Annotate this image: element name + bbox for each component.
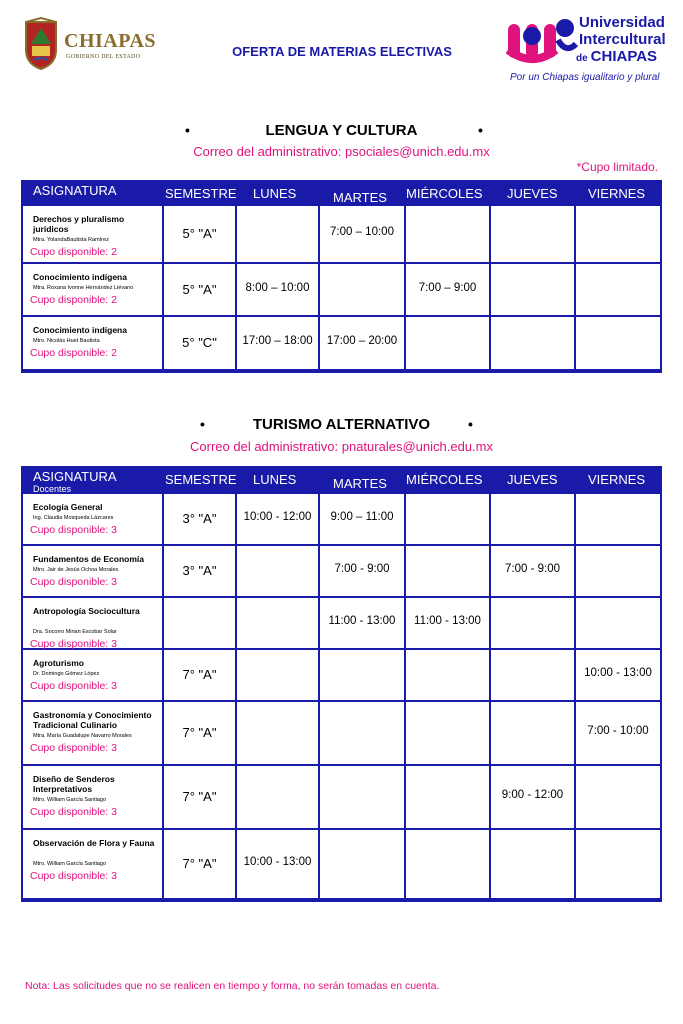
schedule-time: 7:00 – 9:00: [418, 281, 477, 294]
jueves-cell: [491, 264, 574, 315]
chiapas-shield-icon: [22, 16, 60, 70]
schedule-time: 17:00 – 20:00: [326, 335, 398, 347]
martes-cell: [320, 650, 404, 700]
miercoles-cell: [406, 830, 489, 898]
subject-cell: [23, 494, 162, 544]
chiapas-logo-text: CHIAPAS: [64, 30, 157, 52]
teacher-name: Mtra. María Guadalupe Navarro Morales: [33, 733, 132, 739]
unich-line2: Intercultural: [579, 31, 666, 48]
semester-cell: [164, 830, 235, 898]
chiapas-logo-subtext: GOBIERNO DEL ESTADO: [66, 54, 141, 60]
cupo-limitado-note: *Cupo limitado.: [576, 160, 658, 174]
column-header: MARTES: [333, 476, 387, 491]
section2-email: Correo del administrativo: pnaturales@unich.edu.mx: [190, 439, 493, 454]
lunes-cell: [237, 766, 318, 828]
semester-cell: [164, 598, 235, 648]
availability-label: Cupo disponible: 3: [30, 742, 117, 754]
semester-cell: [164, 264, 235, 315]
semester-cell: [164, 766, 235, 828]
semester-value: 7° "A": [182, 856, 217, 871]
column-header: LUNES: [253, 186, 297, 201]
subject-name: Fundamentos de Economía: [33, 554, 144, 564]
miercoles-cell: [406, 546, 489, 596]
column-header: VIERNES: [588, 186, 646, 201]
column-header: JUEVES: [507, 186, 558, 201]
teacher-name: Mtro. William García Santiago: [33, 861, 107, 867]
subject-name: Gastronomía y Conocimiento Tradicional Culinario: [33, 710, 152, 730]
subject-cell: [23, 317, 162, 369]
miercoles-cell: [406, 598, 489, 648]
section1-title: LENGUA Y CULTURA: [265, 122, 418, 139]
unich-line3-text: CHIAPAS: [590, 48, 658, 65]
subject-name: Conocimiento indígena: [33, 272, 127, 282]
unich-line3: [576, 48, 657, 65]
viernes-cell: [576, 317, 660, 369]
availability-label: Cupo disponible: 3: [30, 870, 117, 882]
jueves-cell: [491, 598, 574, 648]
availability-label: Cupo disponible: 2: [30, 347, 117, 359]
subject-name: Conocimiento indígena: [33, 325, 127, 335]
viernes-cell: [576, 766, 660, 828]
jueves-cell: [491, 494, 574, 544]
subject-name: Observación de Flora y Fauna: [33, 838, 155, 848]
viernes-cell: [576, 546, 660, 596]
teacher-name: Mtra. Roxana Ivonne Hernández Liévano: [33, 285, 134, 291]
martes-cell: [320, 766, 404, 828]
martes-cell: [320, 598, 404, 648]
viernes-cell: [576, 650, 660, 700]
viernes-cell: [576, 494, 660, 544]
semester-cell: [164, 317, 235, 369]
jueves-cell: [491, 650, 574, 700]
bullet-icon: •: [185, 122, 190, 138]
subject-name: Diseño de Senderos Interpretativos: [33, 774, 115, 794]
semester-cell: [164, 546, 235, 596]
miercoles-cell: [406, 650, 489, 700]
lunes-cell: [237, 264, 318, 315]
viernes-cell: [576, 702, 660, 764]
miercoles-cell: [406, 317, 489, 369]
martes-cell: [320, 546, 404, 596]
column-header: MIÉRCOLES: [406, 472, 483, 487]
martes-cell: [320, 494, 404, 544]
jueves-cell: [491, 702, 574, 764]
jueves-cell: [491, 317, 574, 369]
unich-logo: [506, 10, 676, 90]
miercoles-cell: [406, 766, 489, 828]
teacher-name: Mtra. YolandaBautista Ramírez: [33, 237, 109, 243]
lunes-cell: [237, 650, 318, 700]
schedule-time: 9:00 - 12:00: [501, 789, 564, 801]
subject-cell: [23, 766, 162, 828]
subject-cell: [23, 598, 162, 648]
bullet-icon: •: [200, 416, 205, 432]
schedule-time: 7:00 - 9:00: [505, 563, 560, 575]
schedule-time: 11:00 - 13:00: [328, 615, 396, 627]
semester-value: 5° "A": [182, 226, 217, 241]
section2-title: TURISMO ALTERNATIVO: [252, 416, 431, 433]
availability-label: Cupo disponible: 3: [30, 576, 117, 588]
lunes-cell: [237, 546, 318, 596]
semester-value: 5° "C": [182, 335, 217, 350]
miercoles-cell: [406, 494, 489, 544]
miercoles-cell: [406, 264, 489, 315]
viernes-cell: [576, 830, 660, 898]
martes-cell: [320, 206, 404, 262]
viernes-cell: [576, 598, 660, 648]
footer-note: Nota: Las solicitudes que no se realicen en tiempo y forma, no serán tomadas en cuenta.: [25, 980, 440, 992]
semester-cell: [164, 206, 235, 262]
schedule-time: 8:00 – 10:00: [245, 281, 310, 294]
bullet-icon: •: [468, 416, 473, 432]
chiapas-government-logo: [22, 16, 157, 74]
miercoles-cell: [406, 702, 489, 764]
column-header: ASIGNATURA: [33, 183, 117, 198]
unich-emblem-icon: [506, 14, 578, 70]
jueves-cell: [491, 830, 574, 898]
subject-cell: [23, 546, 162, 596]
semester-value: 3° "A": [182, 511, 217, 526]
schedule-time: 9:00 – 11:00: [330, 511, 394, 523]
schedule-time: 11:00 - 13:00: [414, 615, 481, 627]
jueves-cell: [491, 766, 574, 828]
unich-line1: Universidad: [579, 14, 665, 31]
subject-cell: [23, 830, 162, 898]
subject-cell: [23, 650, 162, 700]
martes-cell: [320, 264, 404, 315]
martes-cell: [320, 702, 404, 764]
jueves-cell: [491, 206, 574, 262]
table-header: [23, 468, 660, 494]
semester-value: 3° "A": [182, 563, 217, 578]
jueves-cell: [491, 546, 574, 596]
schedule-time: 10:00 - 13:00: [584, 667, 652, 679]
column-header: LUNES: [253, 472, 297, 487]
table-header: [23, 182, 660, 206]
subject-name: Agroturismo: [33, 658, 84, 668]
schedule-time: 10:00 - 12:00: [243, 511, 312, 523]
column-header: VIERNES: [588, 472, 646, 487]
viernes-cell: [576, 264, 660, 315]
column-header: MARTES: [333, 190, 387, 205]
lunes-cell: [237, 317, 318, 369]
schedule-time: 7:00 - 9:00: [334, 563, 390, 575]
teacher-name: Dra. Socorro Mirian Escobar Solar: [33, 629, 117, 635]
subject-name: Derechos y pluralismo jurídicos: [33, 214, 125, 234]
schedule-time: 7:00 - 10:00: [587, 725, 649, 737]
bullet-icon: •: [478, 122, 483, 138]
docentes-label: Docentes: [33, 484, 72, 494]
availability-label: Cupo disponible: 3: [30, 638, 117, 650]
semester-cell: [164, 702, 235, 764]
column-header: SEMESTRE: [165, 472, 237, 487]
teacher-name: Ing. Claudia Mosqueda Lázcares: [33, 515, 114, 521]
subject-name: Ecología General: [33, 502, 103, 512]
semester-value: 7° "A": [182, 667, 217, 682]
column-header: JUEVES: [507, 472, 558, 487]
martes-cell: [320, 317, 404, 369]
semester-value: 5° "A": [182, 281, 217, 297]
schedule-time: 10:00 - 13:00: [243, 856, 312, 868]
viernes-cell: [576, 206, 660, 262]
lunes-cell: [237, 494, 318, 544]
lunes-cell: [237, 206, 318, 262]
martes-cell: [320, 830, 404, 898]
availability-label: Cupo disponible: 2: [30, 246, 117, 258]
column-header: SEMESTRE: [165, 186, 237, 201]
lunes-cell: [237, 702, 318, 764]
semester-cell: [164, 650, 235, 700]
teacher-name: Mtro. Jair de Jesús Ochoa Morales: [33, 567, 119, 573]
miercoles-cell: [406, 206, 489, 262]
semester-cell: [164, 494, 235, 544]
availability-label: Cupo disponible: 3: [30, 806, 117, 818]
section1-email: Correo del administrativo: psociales@unich.edu.mx: [193, 144, 490, 159]
availability-label: Cupo disponible: 3: [30, 680, 117, 692]
turismo-alternativo-table: [21, 466, 662, 902]
availability-label: Cupo disponible: 3: [30, 524, 117, 536]
availability-label: Cupo disponible: 2: [30, 294, 117, 306]
lunes-cell: [237, 830, 318, 898]
column-header: MIÉRCOLES: [406, 186, 483, 201]
semester-value: 7° "A": [182, 725, 217, 740]
teacher-name: Mtro. Nicolás Huet Bautista: [33, 338, 100, 344]
teacher-name: Mtro. William García Santiago: [33, 797, 107, 803]
page-title: OFERTA DE MATERIAS ELECTIVAS: [232, 44, 452, 59]
column-header: ASIGNATURA: [33, 469, 117, 484]
subject-cell: [23, 702, 162, 764]
schedule-time: 7:00 – 10:00: [330, 226, 394, 238]
subject-name: Antropología Sociocultura: [33, 606, 140, 616]
unich-line3-prefix: de: [576, 53, 588, 64]
subject-cell: [23, 206, 162, 262]
schedule-time: 17:00 – 18:00: [242, 335, 313, 347]
lunes-cell: [237, 598, 318, 648]
teacher-name: Dr. Domingo Gómez López: [33, 671, 100, 677]
semester-value: 7° "A": [182, 789, 217, 804]
subject-cell: [23, 264, 162, 315]
unich-slogan: Por un Chiapas igualitario y plural: [510, 72, 660, 83]
lengua-cultura-table: [21, 180, 662, 373]
